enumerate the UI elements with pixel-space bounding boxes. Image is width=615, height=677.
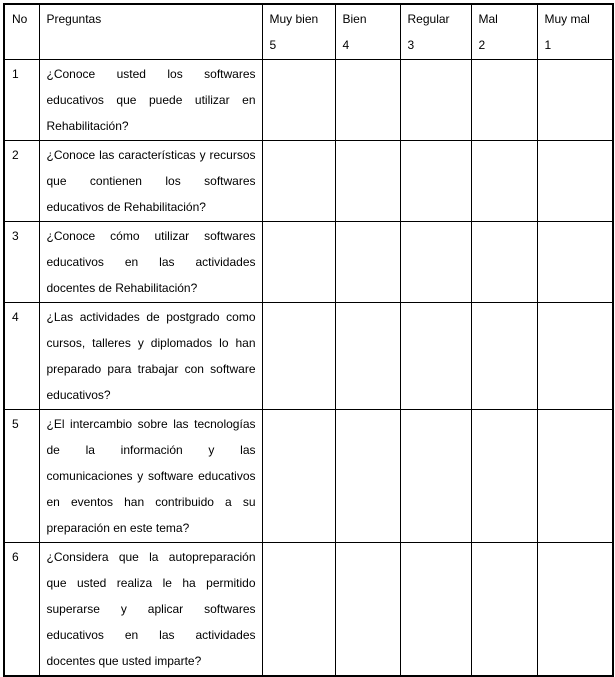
question-line: ¿Conoce cómo utilizar softwares	[46, 229, 256, 243]
question-line: ¿Conoce las características y recursos	[46, 148, 256, 162]
question-text	[39, 303, 262, 410]
question-text	[39, 222, 262, 303]
answer-cell-5[interactable]	[262, 303, 335, 410]
answer-cell-2[interactable]	[471, 222, 537, 303]
header-label: Muy mal	[544, 12, 590, 26]
header-label: Regular	[407, 12, 450, 26]
answer-cell-3[interactable]	[400, 222, 471, 303]
question-text	[39, 141, 262, 222]
survey-table	[3, 3, 614, 677]
answer-cell-4[interactable]	[335, 141, 400, 222]
col-header-preguntas	[39, 4, 262, 60]
col-header-bien	[335, 4, 400, 60]
col-header-mal	[471, 4, 537, 60]
question-row	[4, 222, 613, 303]
answer-cell-1[interactable]	[537, 141, 613, 222]
question-row	[4, 543, 613, 677]
answer-cell-2[interactable]	[471, 410, 537, 543]
answer-cell-3[interactable]	[400, 410, 471, 543]
question-line: ¿Considera que la autopreparación	[46, 550, 256, 564]
question-line: que contienen los softwares	[46, 174, 256, 188]
answer-cell-1[interactable]	[537, 222, 613, 303]
answer-cell-4[interactable]	[335, 222, 400, 303]
answer-cell-3[interactable]	[400, 543, 471, 677]
answer-cell-5[interactable]	[262, 222, 335, 303]
question-line: educativos?	[46, 388, 111, 402]
question-line: ¿Las actividades de postgrado como	[46, 310, 256, 324]
question-row	[4, 410, 613, 543]
header-scale-value: 3	[407, 38, 415, 52]
col-header-no	[4, 4, 39, 60]
header-label: No	[12, 12, 28, 26]
header-label: Muy bien	[269, 12, 319, 26]
question-line: en eventos han contribuido a su	[46, 495, 256, 509]
question-line: docentes que usted imparte?	[46, 654, 202, 668]
header-scale-value: 5	[269, 38, 277, 52]
question-line: educativos que puede utilizar en	[46, 93, 256, 107]
question-line: educativos en las actividades	[46, 255, 256, 269]
answer-cell-4[interactable]	[335, 303, 400, 410]
question-line: docentes de Rehabilitación?	[46, 281, 198, 295]
answer-cell-3[interactable]	[400, 141, 471, 222]
answer-cell-2[interactable]	[471, 303, 537, 410]
question-row	[4, 141, 613, 222]
question-line: preparado para trabajar con software	[46, 362, 256, 376]
answer-cell-1[interactable]	[537, 60, 613, 141]
answer-cell-3[interactable]	[400, 303, 471, 410]
question-line: ¿Conoce usted los softwares	[46, 67, 256, 81]
answer-cell-5[interactable]	[262, 543, 335, 677]
question-line: Rehabilitación?	[46, 119, 129, 133]
header-label: Mal	[478, 12, 498, 26]
question-line: de la información y las	[46, 443, 256, 457]
question-line: educativos de Rehabilitación?	[46, 200, 206, 214]
question-row	[4, 303, 613, 410]
row-number: 6	[4, 543, 39, 677]
row-number: 4	[4, 303, 39, 410]
question-row	[4, 60, 613, 141]
row-number: 1	[4, 60, 39, 141]
answer-cell-5[interactable]	[262, 141, 335, 222]
row-number: 2	[4, 141, 39, 222]
answer-cell-5[interactable]	[262, 60, 335, 141]
answer-cell-2[interactable]	[471, 543, 537, 677]
row-number: 5	[4, 410, 39, 543]
row-number: 3	[4, 222, 39, 303]
question-line: comunicaciones y software educativos	[46, 469, 256, 483]
col-header-muy-bien	[262, 4, 335, 60]
header-row	[4, 4, 613, 60]
question-line: cursos, talleres y diplomados lo han	[46, 336, 256, 350]
question-line: superarse y aplicar softwares	[46, 602, 256, 616]
question-line: preparación en este tema?	[46, 521, 190, 535]
header-label: Preguntas	[46, 12, 102, 26]
answer-cell-2[interactable]	[471, 141, 537, 222]
question-text	[39, 410, 262, 543]
header-scale-value: 2	[478, 38, 486, 52]
answer-cell-1[interactable]	[537, 410, 613, 543]
question-text	[39, 60, 262, 141]
question-text	[39, 543, 262, 677]
answer-cell-1[interactable]	[537, 543, 613, 677]
answer-cell-4[interactable]	[335, 543, 400, 677]
header-scale-value: 1	[544, 38, 552, 52]
question-line: ¿El intercambio sobre las tecnologías	[46, 417, 256, 431]
answer-cell-1[interactable]	[537, 303, 613, 410]
header-scale-value: 4	[342, 38, 350, 52]
col-header-muy-mal	[537, 4, 613, 60]
answer-cell-4[interactable]	[335, 60, 400, 141]
col-header-regular	[400, 4, 471, 60]
answer-cell-2[interactable]	[471, 60, 537, 141]
header-label: Bien	[342, 12, 367, 26]
question-line: que usted realiza le ha permitido	[46, 576, 256, 590]
question-line: educativos en las actividades	[46, 628, 256, 642]
answer-cell-3[interactable]	[400, 60, 471, 141]
answer-cell-5[interactable]	[262, 410, 335, 543]
answer-cell-4[interactable]	[335, 410, 400, 543]
